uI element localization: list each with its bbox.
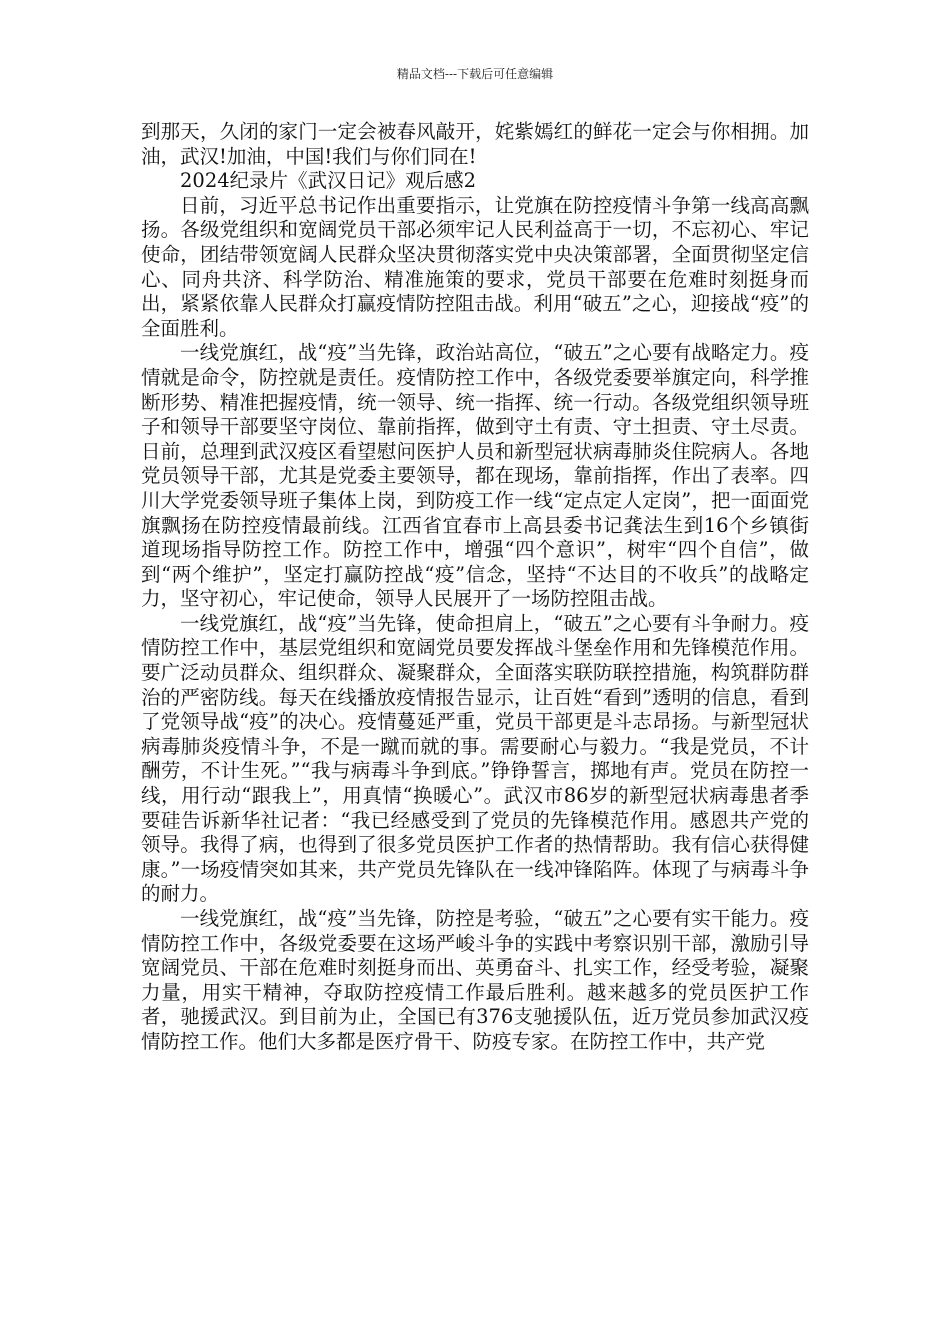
document-body <box>141 120 809 1055</box>
section-title: 2024纪录片《武汉日记》观后感2 <box>180 169 477 193</box>
paragraph: 日前，习近平总书记作出重要指示，让党旗在防控疫情斗争第一线高高飘扬。各级党组织和宽阔党员干部必须牢记人民利益高于一切，不忘初心、牢记使命，团结带领宽阔人民群众坚决贯彻落实党中央决策部署，全面贯彻坚定信心、同舟共济、科学防治、精准施策的要求，党员干部要在危难时刻挺身而出，紧紧依靠人民群众打赢疫情防控阻击战。利用“破五”之心，迎接战“疫”的全面胜利。 <box>141 193 809 340</box>
paragraph: 一线党旗红，战“疫”当先锋，防控是考验，“破五”之心要有实干能力。疫情防控工作中，各级党委要在这场严峻斗争的实践中考察识别干部，激励引导宽阔党员、干部在危难时刻挺身而出、英勇奋斗、扎实工作，经受考验，凝聚力量，用实干精神，夺取防控疫情工作最后胜利。越来越多的党员医护工作者，驰援武汉。到目前为止，全国已有376支驰援队伍，近万党员参加武汉疫情防控工作。他们大多都是医疗骨干、防疫专家。在防控工作中，共产党 <box>141 907 809 1053</box>
paragraph: 一线党旗红，战“疫”当先锋，政治站高位，“破五”之心要有战略定力。疫情就是命令，防控就是责任。疫情防控工作中，各级党委要举旗定向，科学推断形势、精准把握疫情，统一领导、统一指挥、统一行动。各级党组织领导班子和领导干部要坚守岗位、靠前指挥，做到守土有责、守土担责、守土尽责。日前，总理到武汉疫区看望慰问医护人员和新型冠状病毒肺炎住院病人。各地党员领导干部，尤其是党委主要领导，都在现场，靠前指挥，作出了表率。四川大学党委领导班子集体上岗，到防疫工作一线“定点定人定岗”，把一面面党旗飘扬在防控疫情最前线。江西省宜春市上高县委书记龚法生到16个乡镇街道现场指导防控工作。防控工作中，增强“四个意识”，树牢“四个自信”，做到“两个维护”，坚定打赢防控战“疫”信念，坚持“不达目的不收兵”的战略定力，坚守初心，牢记使命，领导人民展开了一场防控阻击战。 <box>141 341 809 611</box>
paragraph: 到那天，久闭的家门一定会被春风敲开，姹紫嫣红的鲜花一定会与你相拥。加油，武汉!加油，中国!我们与你们同在! <box>141 120 809 168</box>
page-header: 精品文档---下载后可任意编辑 <box>396 67 554 81</box>
paragraph: 一线党旗红，战“疫”当先锋，使命担肩上，“破五”之心要有斗争耐力。疫情防控工作中，基层党组织和宽阔党员要发挥战斗堡垒作用和先锋模范作用。要广泛动员群众、组织群众、凝聚群众，全面落实联防联控措施，构筑群防群治的严密防线。每天在线播放疫情报告显示，让百姓“看到”透明的信息，看到了党领导战“疫”的决心。疫情蔓延严重，党员干部更是斗志昂扬。与新型冠状病毒肺炎疫情斗争，不是一蹴而就的事。需要耐心与毅力。“我是党员，不计酬劳，不计生死。”“我与病毒斗争到底。”铮铮誓言，掷地有声。党员在防控一线，用行动“跟我上”，用真情“换暖心”。武汉市86岁的新型冠状病毒患者季要硅告诉新华社记者：“我已经感受到了党员的先锋模范作用。感恩共产党的领导。我得了病，也得到了很多党员医护工作者的热情帮助。我有信心获得健康。”一场疫情突如其来，共产党员先锋队在一线冲锋陷阵。体现了与病毒斗争的耐力。 <box>141 611 809 906</box>
